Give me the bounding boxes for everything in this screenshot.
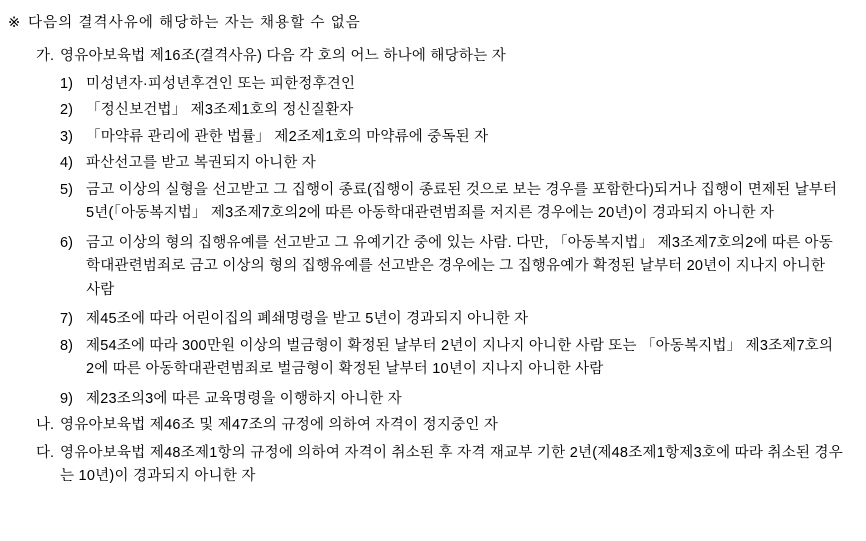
sublist-item-label: 1)	[60, 75, 73, 92]
sublist-item-text: 「마약류 관리에 관한 법률」 제2조제1호의 마약류에 중독된 자	[86, 128, 489, 145]
sublist-item	[60, 308, 856, 331]
sublist-item-text: 금고 이상의 형의 집행유예를 선고받고 그 유예기간 중에 있는 사람. 다만, 「아동복지법」 제3조제7호의2에 따른 아동학대관련범죄로 금고 이상의 형의 집행유예를 선고받은 경우에는 그 집행유예가 확정된 날부터 20년이 지나지 아니한 사람	[86, 234, 833, 298]
sublist-item	[60, 152, 856, 175]
sublist-item-label: 4)	[60, 155, 73, 172]
list-item-label: 나.	[36, 417, 55, 434]
sublist-item	[60, 73, 856, 96]
sublist-item-text: 제23조의3에 따른 교육명령을 이행하지 아니한 자	[86, 390, 402, 407]
list-item-label: 가.	[36, 48, 55, 65]
reference-mark-icon: ※	[8, 15, 21, 31]
sublist-item-label: 3)	[60, 128, 73, 145]
sublist-item	[60, 388, 856, 411]
sublist-item-label: 8)	[60, 337, 73, 354]
sublist-item	[60, 179, 856, 226]
sublist-item-label: 2)	[60, 102, 73, 119]
list-item-da	[36, 442, 856, 489]
list-item-ga	[36, 45, 856, 68]
sublist-item	[60, 335, 856, 382]
document-heading	[8, 12, 856, 35]
list-item-na	[36, 414, 856, 437]
heading-text: 다음의 결격사유에 해당하는 자는 채용할 수 없음	[28, 15, 361, 31]
sublist-item	[60, 99, 856, 122]
sublist-item-text: 「정신보건법」 제3조제1호의 정신질환자	[86, 102, 354, 119]
sublist-item-text: 제54조에 따라 300만원 이상의 벌금형이 확정된 날부터 2년이 지나지 아니한 사람 또는 「아동복지법」 제3조제7호의2에 따른 아동학대관련범죄로 벌금형이 확정된 날부터 10년이 지나지 아니한 사람	[86, 337, 834, 378]
sublist-item-text: 파산선고를 받고 복권되지 아니한 자	[86, 155, 317, 172]
sublist-item-label: 9)	[60, 390, 73, 407]
sublist-item-label: 6)	[60, 234, 73, 251]
sublist-item-text: 미성년자·피성년후견인 또는 피한정후견인	[86, 75, 356, 92]
sublist-item-label: 7)	[60, 311, 73, 328]
list-item-text: 영유아보육법 제16조(결격사유) 다음 각 호의 어느 하나에 해당하는 자	[60, 48, 506, 65]
sublist-item	[60, 232, 856, 302]
sublist-item-text: 제45조에 따라 어린이집의 폐쇄명령을 받고 5년이 경과되지 아니한 자	[86, 311, 529, 328]
list-item-text: 영유아보육법 제48조제1항의 규정에 의하여 자격이 취소된 후 자격 재교부 기한 2년(제48조제1항제3호에 따라 취소된 경우는 10년)이 경과되지 아니한 자	[60, 444, 844, 485]
sublist-item-label: 5)	[60, 181, 73, 198]
sublist-item-text: 금고 이상의 실형을 선고받고 그 집행이 종료(집행이 종료된 것으로 보는 경우를 포함한다)되거나 집행이 면제된 날부터 5년(「아동복지법」 제3조제7호의2에 따른 아동학대관련범죄를 저지른 경우에는 20년)이 경과되지 아니한 자	[86, 181, 838, 222]
list-item-text: 영유아보육법 제46조 및 제47조의 규정에 의하여 자격이 정지중인 자	[60, 417, 499, 434]
sublist-item	[60, 126, 856, 149]
list-item-label: 다.	[36, 444, 55, 461]
sublist-ga	[60, 73, 856, 411]
